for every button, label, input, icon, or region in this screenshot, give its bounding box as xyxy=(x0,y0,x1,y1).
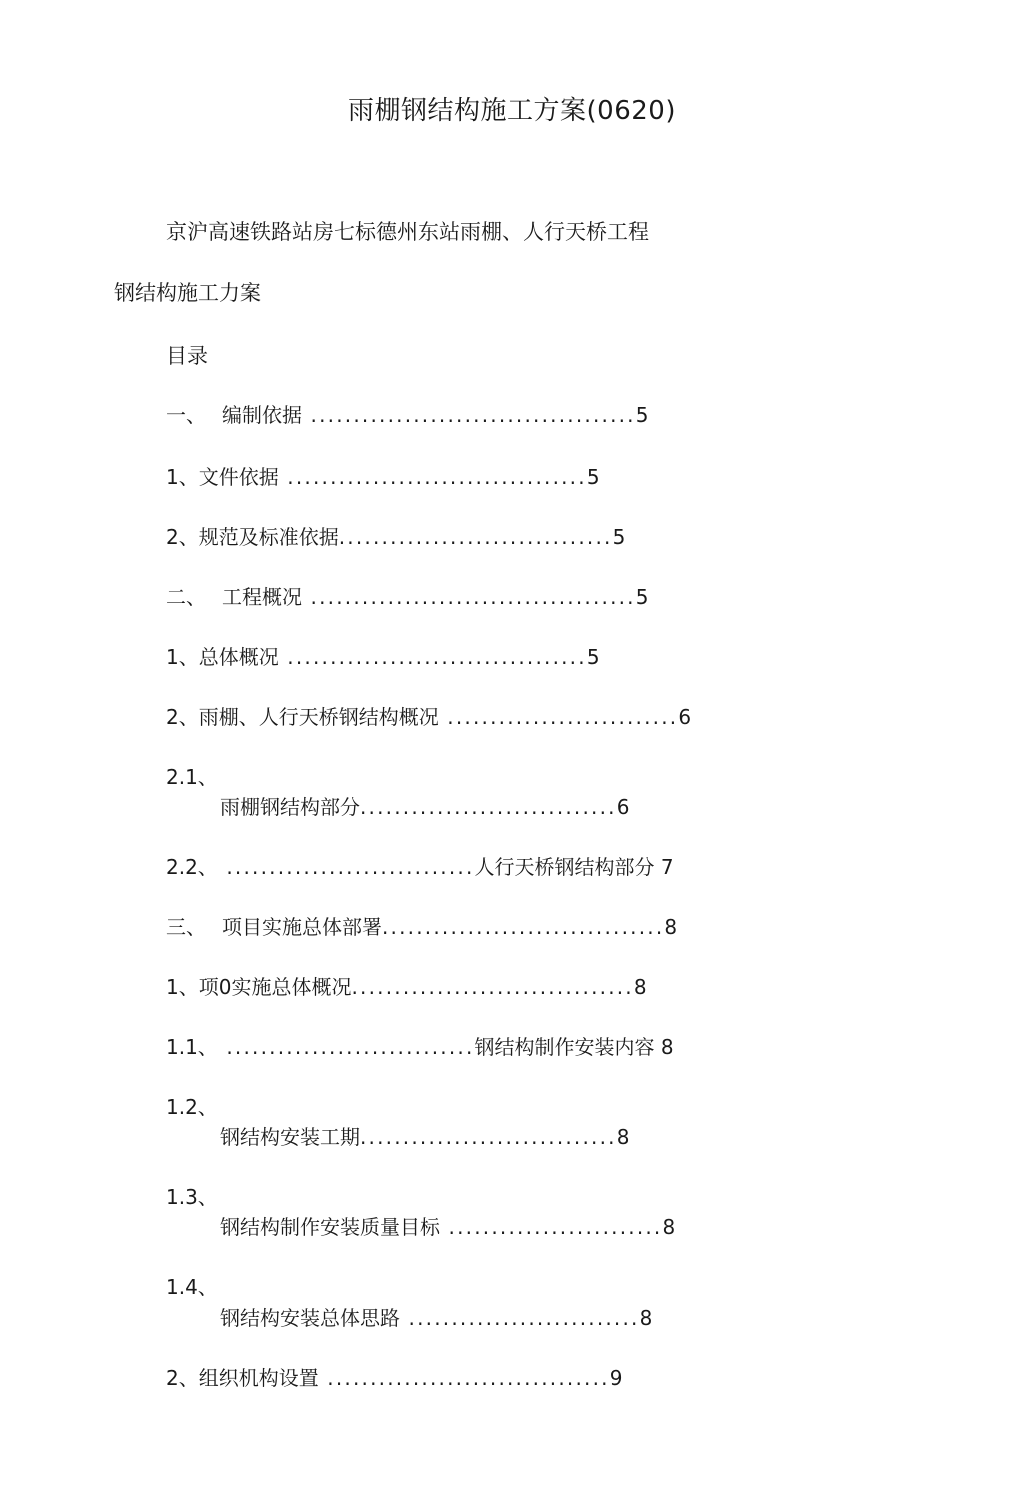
toc-entry: 2、组织机构设置 .................................9 xyxy=(166,1366,623,1390)
toc-entry: 1、总体概况 ...................................5 xyxy=(166,645,600,669)
toc-entry: 钢结构安装工期..............................8 xyxy=(220,1125,630,1149)
toc-entry: 三、 项目实施总体部署.................................8 xyxy=(166,915,678,939)
toc-entry: 2.2、 .............................人行天桥钢结构部分 7 xyxy=(166,855,674,879)
toc-entry: 一、 编制依据 ......................................5 xyxy=(166,403,649,427)
toc-entry: 钢结构制作安装质量目标 .........................8 xyxy=(220,1215,676,1239)
toc-entry: 1.1、 .............................钢结构制作安装内容 8 xyxy=(166,1035,674,1059)
toc-entry-number: 1.2、 xyxy=(166,1095,218,1119)
heading-line-1: 京沪高速铁路站房七标德州东站雨棚、人行天桥工程 xyxy=(166,220,649,244)
toc-entry: 2、雨棚、人行天桥钢结构概况 ...........................6 xyxy=(166,705,692,729)
toc-entry: 二、 工程概况 ......................................5 xyxy=(166,585,649,609)
toc-entry-number: 1.4、 xyxy=(166,1275,218,1299)
document-title: 雨棚钢结构施工方案(0620) xyxy=(348,96,676,126)
toc-label: 目录 xyxy=(166,344,208,368)
heading-line-2: 钢结构施工力案 xyxy=(114,281,261,305)
toc-entry: 雨棚钢结构部分..............................6 xyxy=(220,795,630,819)
toc-entry: 钢结构安装总体思路 ...........................8 xyxy=(220,1306,653,1330)
toc-entry: 1、项0实施总体概况.................................8 xyxy=(166,975,647,999)
toc-entry-number: 2.1、 xyxy=(166,765,218,789)
toc-entry: 1、文件依据 ...................................5 xyxy=(166,465,600,489)
toc-entry-number: 1.3、 xyxy=(166,1185,218,1209)
toc-entry: 2、规范及标准依据................................5 xyxy=(166,525,626,549)
